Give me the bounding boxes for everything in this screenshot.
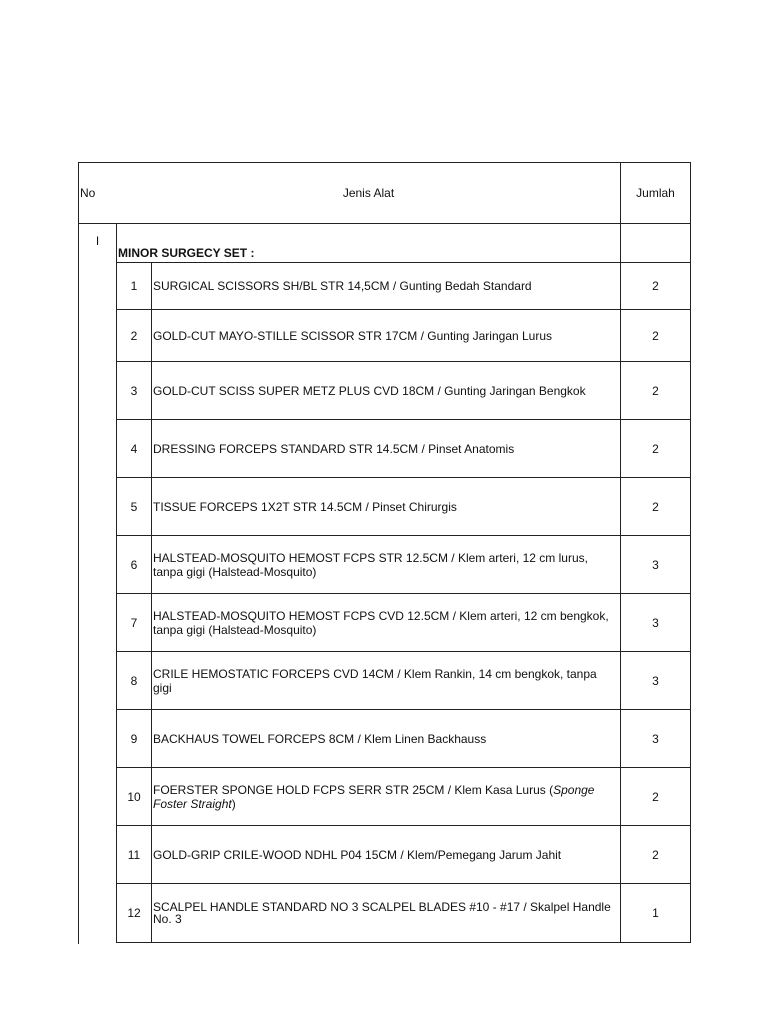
header-jenis-alat: Jenis Alat	[342, 186, 395, 200]
row-description: CRILE HEMOSTATIC FORCEPS CVD 14CM / Klem Rankin, 14 cm bengkok, tanpa gigi	[153, 666, 597, 695]
row-number: 12	[127, 906, 141, 920]
header-bottom-line	[78, 223, 691, 224]
row-description: HALSTEAD-MOSQUITO HEMOST FCPS STR 12.5CM / Klem arteri, 12 cm lurus, tanpa gigi (Halstead-Mosquito)	[153, 550, 588, 579]
header-no: No	[80, 186, 96, 200]
row-description: TISSUE FORCEPS 1X2T STR 14.5CM / Pinset Chirurgis	[153, 499, 457, 514]
row-quantity: 2	[652, 279, 659, 293]
row-description: DRESSING FORCEPS STANDARD STR 14.5CM / Pinset Anatomis	[153, 441, 515, 456]
row-quantity: 2	[652, 383, 659, 398]
row-quantity: 3	[652, 731, 659, 746]
row-number: 1	[130, 279, 138, 293]
row-number: 8	[130, 673, 138, 688]
row-quantity: 1	[652, 906, 659, 920]
row-line	[116, 942, 691, 943]
row-quantity: 2	[652, 789, 659, 804]
row-description: SCALPEL HANDLE STANDARD NO 3 SCALPEL BLADES #10 - #17 / Skalpel Handle No. 3	[153, 900, 611, 926]
row-description: GOLD-GRIP CRILE-WOOD NDHL P04 15CM / Klem/Pemegang Jarum Jahit	[153, 847, 562, 862]
row-quantity: 2	[652, 441, 659, 456]
row-number: 10	[127, 789, 141, 804]
row-description-text: FOERSTER SPONGE HOLD FCPS SERR STR 25CM / Klem Kasa Lurus (Sponge Foster Straight)	[153, 782, 595, 811]
row-description: GOLD-CUT MAYO-STILLE SCISSOR STR 17CM / Gunting Jaringan Lurus	[153, 328, 553, 343]
row-quantity: 2	[652, 328, 659, 343]
header-jumlah: Jumlah	[636, 186, 675, 200]
row-number: 11	[127, 847, 141, 862]
row-description	[152, 768, 620, 825]
row-quantity: 2	[652, 847, 659, 862]
section-title: MINOR SURGECY SET :	[118, 246, 255, 260]
row-description: BACKHAUS TOWEL FORCEPS 8CM / Klem Linen Backhauss	[153, 731, 487, 746]
row-description: HALSTEAD-MOSQUITO HEMOST FCPS CVD 12.5CM / Klem arteri, 12 cm bengkok, tanpa gigi (Halstead-Mosquito)	[153, 608, 609, 637]
row-quantity: 3	[652, 673, 659, 688]
row-number: 3	[130, 383, 138, 398]
row-number: 4	[130, 441, 138, 456]
row-description: SURGICAL SCISSORS SH/BL STR 14,5CM / Gunting Bedah Standard	[153, 279, 532, 293]
section-roman-numeral: I	[95, 234, 100, 248]
row-number: 7	[130, 615, 138, 630]
row-number: 2	[130, 328, 138, 343]
table-border-left	[78, 162, 79, 944]
row-number: 9	[130, 731, 138, 746]
row-quantity: 3	[652, 615, 659, 630]
row-description: GOLD-CUT SCISS SUPER METZ PLUS CVD 18CM / Gunting Jaringan Bengkok	[153, 383, 586, 398]
row-number: 6	[130, 557, 138, 572]
row-number: 5	[130, 499, 138, 514]
row-quantity: 3	[652, 557, 659, 572]
row-quantity: 2	[652, 499, 659, 514]
